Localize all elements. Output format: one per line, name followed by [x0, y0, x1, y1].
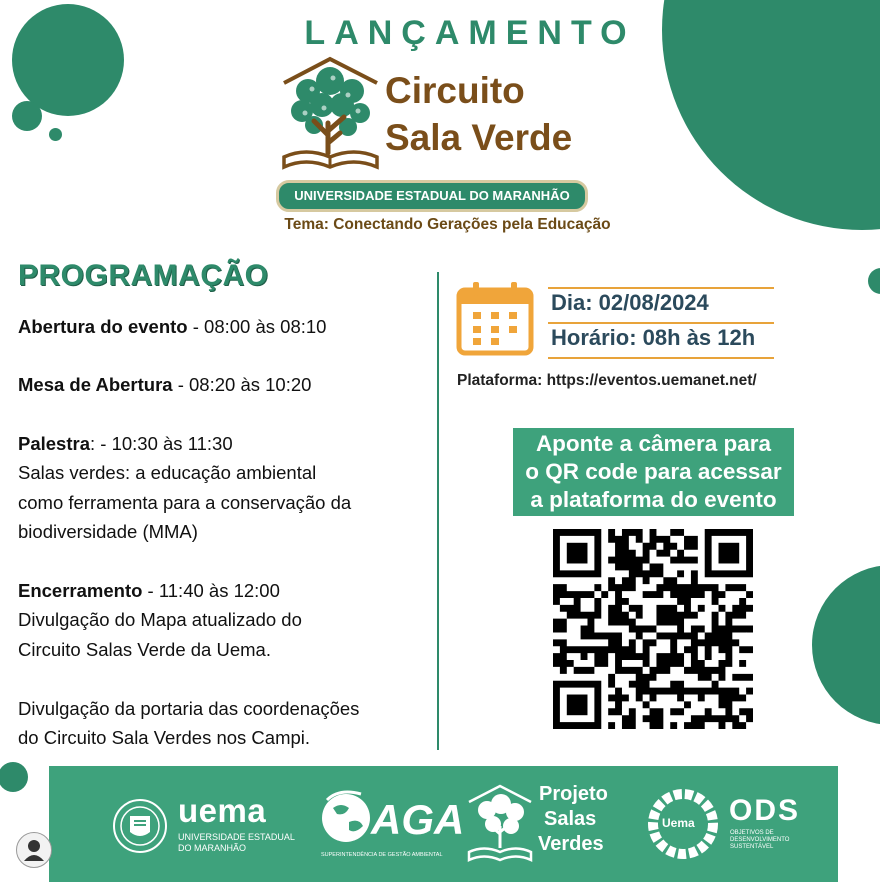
user-silhouette-icon	[17, 833, 51, 867]
event-date: Dia: 02/08/2024	[551, 290, 709, 315]
palestra-desc-line: biodiversidade (MMA)	[18, 521, 198, 542]
projeto-line: Verdes	[538, 833, 604, 855]
qr-instruction-line: Aponte a câmera para	[535, 431, 772, 456]
palestra-time: : - 10:30 às 11:30	[90, 433, 233, 454]
qr-instruction-line: o QR code para acessar	[525, 459, 782, 484]
event-time: Horário: 08h às 12h	[551, 325, 756, 350]
ods-inner-label: Uema	[662, 816, 695, 830]
globe-icon	[319, 788, 373, 844]
column-divider	[437, 272, 439, 750]
deco-circle-bottom-right	[812, 565, 880, 725]
calendar-icon	[456, 280, 534, 356]
uema-subtitle: UNIVERSIDADE ESTADUAL	[178, 832, 295, 842]
date-bottom-rule	[548, 357, 774, 359]
platform-url[interactable]: Plataforma: https://eventos.uemanet.net/	[457, 372, 757, 389]
uema-wordmark: uema	[178, 792, 267, 829]
footer-bar	[49, 766, 838, 882]
qr-code[interactable]	[553, 529, 753, 729]
projeto-line: Salas	[544, 808, 597, 830]
encerramento-label: Encerramento	[18, 580, 143, 601]
encerramento-desc-line: Divulgação do Mapa atualizado do	[18, 609, 302, 630]
portaria-desc-line: do Circuito Sala Verdes nos Campi.	[18, 727, 311, 748]
launch-title: LANÇAMENTO	[304, 14, 636, 52]
programacao-title: PROGRAMAÇÃO	[18, 259, 269, 292]
uema-seal	[112, 794, 168, 858]
qr-instruction-box	[513, 428, 794, 516]
ods-wordmark: ODS	[729, 794, 801, 827]
qr-instruction-line: a plataforma do evento	[530, 487, 777, 512]
encerramento-desc-line: Circuito Salas Verde da Uema.	[18, 639, 271, 660]
brand-sala-verde: Sala Verde	[385, 117, 573, 158]
projeto-line: Projeto	[539, 783, 608, 805]
mesa-time: - 08:20 às 10:20	[172, 374, 312, 395]
abertura-label: Abertura do evento	[18, 316, 188, 337]
brand-circuito: Circuito	[385, 70, 525, 111]
deco-circle-small-2	[49, 128, 62, 141]
deco-circle-bottom-left	[0, 762, 28, 792]
aga-wordmark: AGA	[371, 796, 465, 843]
item-encerramento	[18, 576, 280, 605]
item-abertura	[18, 312, 326, 341]
university-badge: UNIVERSIDADE ESTADUAL DO MARANHÃO	[276, 180, 588, 212]
palestra-label: Palestra	[18, 433, 90, 454]
uema-subtitle: DO MARANHÃO	[178, 843, 247, 853]
tree-book-icon	[465, 782, 535, 866]
item-mesa	[18, 370, 311, 399]
palestra-desc-line: como ferramenta para a conservação da	[18, 492, 352, 513]
tree-book-logo	[278, 53, 383, 178]
ods-subtitle: OBJETIVOS DE	[730, 830, 774, 836]
deco-circle-small-1	[12, 101, 42, 131]
ods-subtitle: SUSTENTÁVEL	[730, 844, 774, 850]
date-top-rule	[548, 287, 774, 289]
item-palestra	[18, 429, 233, 458]
palestra-desc-line: Salas verdes: a educação ambiental	[18, 462, 317, 483]
abertura-time: - 08:00 às 08:10	[187, 316, 327, 337]
ods-subtitle: DESENVOLVIMENTO	[730, 837, 790, 843]
encerramento-time: - 11:40 às 12:00	[142, 580, 280, 601]
mesa-label: Mesa de Abertura	[18, 374, 173, 395]
avatar-icon[interactable]	[16, 832, 52, 868]
aga-subtitle: SUPERINTENDÊNCIA DE GESTÃO AMBIENTAL	[321, 852, 443, 858]
deco-circle-mid-right-small	[868, 268, 880, 294]
event-theme: Tema: Conectando Gerações pela Educação	[284, 216, 611, 233]
portaria-desc-line: Divulgação da portaria das coordenações	[18, 698, 360, 719]
date-mid-rule	[548, 322, 774, 324]
